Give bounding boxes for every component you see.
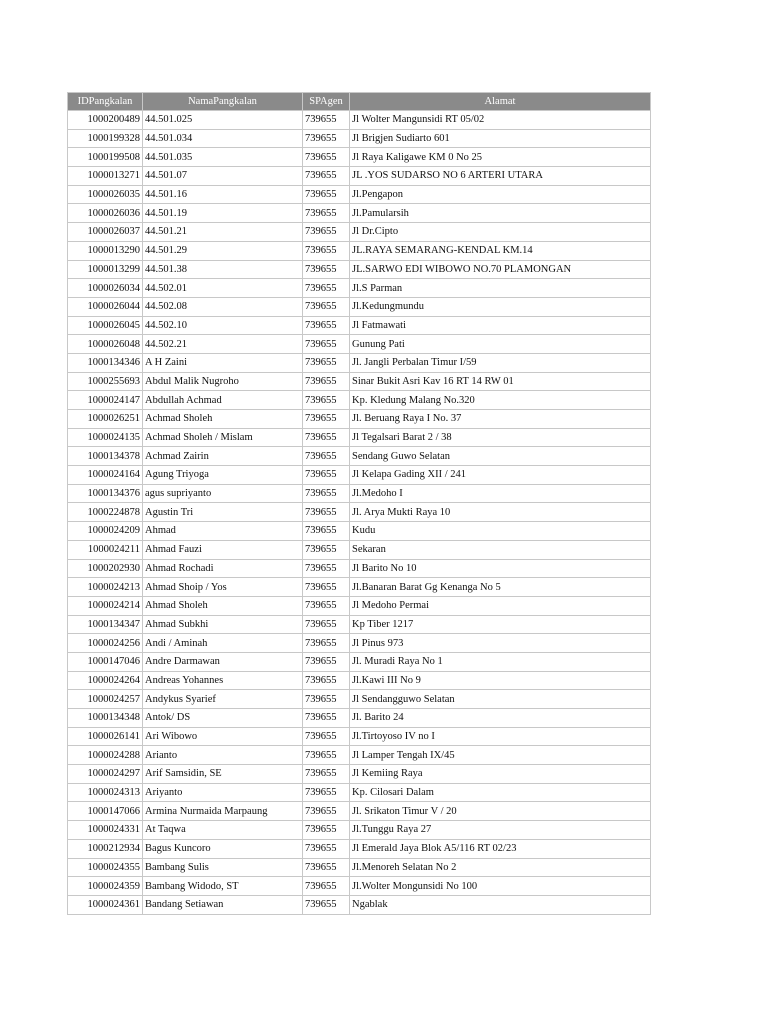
spagen-cell: 739655 [303, 335, 350, 354]
name-cell: Abdullah Achmad [143, 391, 303, 410]
spagen-cell: 739655 [303, 260, 350, 279]
name-cell: 44.501.035 [143, 148, 303, 167]
alamat-cell: Jl Barito No 10 [350, 559, 651, 578]
name-cell: Achmad Sholeh [143, 410, 303, 429]
id-cell: 1000013299 [68, 260, 143, 279]
spagen-cell: 739655 [303, 727, 350, 746]
id-cell: 1000026044 [68, 297, 143, 316]
id-cell: 1000026034 [68, 279, 143, 298]
alamat-cell: Kp. Cilosari Dalam [350, 783, 651, 802]
spagen-cell: 739655 [303, 223, 350, 242]
spagen-cell: 739655 [303, 802, 350, 821]
name-cell: Andreas Yohannes [143, 671, 303, 690]
id-cell: 1000026141 [68, 727, 143, 746]
spagen-cell: 739655 [303, 690, 350, 709]
table-row [68, 466, 651, 485]
id-cell: 1000024164 [68, 466, 143, 485]
table-row [68, 129, 651, 148]
name-cell: Agustin Tri [143, 503, 303, 522]
spagen-cell: 739655 [303, 503, 350, 522]
spagen-cell: 739655 [303, 671, 350, 690]
table-row [68, 260, 651, 279]
id-cell: 1000024355 [68, 858, 143, 877]
alamat-cell: Jl.Tunggu Raya 27 [350, 821, 651, 840]
table-row [68, 821, 651, 840]
table-row [68, 204, 651, 223]
alamat-cell: Jl.Pengapon [350, 185, 651, 204]
header-row [68, 93, 651, 111]
alamat-cell: Jl Pinus 973 [350, 634, 651, 653]
name-cell: 44.501.025 [143, 111, 303, 130]
name-cell: Achmad Zairin [143, 447, 303, 466]
alamat-cell: Jl Medoho Permai [350, 596, 651, 615]
name-cell: Bambang Sulis [143, 858, 303, 877]
spagen-cell: 739655 [303, 111, 350, 130]
name-cell: 44.501.21 [143, 223, 303, 242]
alamat-cell: Jl Tegalsari Barat 2 / 38 [350, 428, 651, 447]
name-cell: Ahmad Sholeh [143, 596, 303, 615]
alamat-cell: Jl Kemiing Raya [350, 765, 651, 784]
alamat-cell: Jl. Jangli Perbalan Timur I/59 [350, 353, 651, 372]
table-row [68, 746, 651, 765]
alamat-cell: Jl Kelapa Gading XII / 241 [350, 466, 651, 485]
spagen-cell: 739655 [303, 447, 350, 466]
table-row [68, 372, 651, 391]
id-cell: 1000199508 [68, 148, 143, 167]
table-row [68, 578, 651, 597]
id-cell: 1000024359 [68, 877, 143, 896]
name-cell: Ahmad Rochadi [143, 559, 303, 578]
spagen-cell: 739655 [303, 858, 350, 877]
name-cell: Ahmad [143, 522, 303, 541]
id-cell: 1000200489 [68, 111, 143, 130]
spagen-cell: 739655 [303, 316, 350, 335]
spagen-cell: 739655 [303, 559, 350, 578]
name-cell: At Taqwa [143, 821, 303, 840]
table-row [68, 765, 651, 784]
id-cell: 1000147046 [68, 652, 143, 671]
pangkalan-table [67, 92, 651, 915]
name-cell: 44.501.07 [143, 167, 303, 186]
table-row [68, 522, 651, 541]
name-cell: Agung Triyoga [143, 466, 303, 485]
spagen-cell: 739655 [303, 297, 350, 316]
table-row [68, 185, 651, 204]
spagen-cell: 739655 [303, 821, 350, 840]
id-cell: 1000026045 [68, 316, 143, 335]
spagen-cell: 739655 [303, 634, 350, 653]
table-row [68, 652, 651, 671]
name-cell: Abdul Malik Nugroho [143, 372, 303, 391]
table-row [68, 447, 651, 466]
table-row [68, 223, 651, 242]
table-row [68, 335, 651, 354]
spagen-cell: 739655 [303, 596, 350, 615]
alamat-cell: Jl.Menoreh Selatan No 2 [350, 858, 651, 877]
spagen-cell: 739655 [303, 540, 350, 559]
name-cell: Arif Samsidin, SE [143, 765, 303, 784]
id-cell: 1000013271 [68, 167, 143, 186]
id-cell: 1000024214 [68, 596, 143, 615]
name-cell: Ahmad Shoip / Yos [143, 578, 303, 597]
id-cell: 1000024264 [68, 671, 143, 690]
id-cell: 1000026035 [68, 185, 143, 204]
id-cell: 1000013290 [68, 241, 143, 260]
table-row [68, 279, 651, 298]
alamat-cell: Jl Fatmawati [350, 316, 651, 335]
spagen-cell: 739655 [303, 372, 350, 391]
spagen-cell: 739655 [303, 522, 350, 541]
table-row [68, 148, 651, 167]
id-cell: 1000024331 [68, 821, 143, 840]
alamat-cell: Kp Tiber 1217 [350, 615, 651, 634]
alamat-cell: Jl. Muradi Raya No 1 [350, 652, 651, 671]
spagen-cell: 739655 [303, 746, 350, 765]
id-cell: 1000199328 [68, 129, 143, 148]
spagen-cell: 739655 [303, 578, 350, 597]
id-cell: 1000024297 [68, 765, 143, 784]
alamat-cell: Jl.Medoho I [350, 484, 651, 503]
name-cell: 44.501.034 [143, 129, 303, 148]
alamat-cell: JL.SARWO EDI WIBOWO NO.70 PLAMONGAN [350, 260, 651, 279]
name-cell: Andre Darmawan [143, 652, 303, 671]
spagen-cell: 739655 [303, 148, 350, 167]
spagen-cell: 739655 [303, 895, 350, 914]
name-cell: 44.501.38 [143, 260, 303, 279]
id-cell: 1000134378 [68, 447, 143, 466]
spagen-cell: 739655 [303, 410, 350, 429]
id-cell: 1000134346 [68, 353, 143, 372]
name-cell: 44.502.01 [143, 279, 303, 298]
name-cell: 44.502.21 [143, 335, 303, 354]
id-cell: 1000024288 [68, 746, 143, 765]
alamat-cell: Sendang Guwo Selatan [350, 447, 651, 466]
spagen-cell: 739655 [303, 129, 350, 148]
alamat-cell: Jl Lamper Tengah IX/45 [350, 746, 651, 765]
alamat-cell: Jl. Beruang Raya I No. 37 [350, 410, 651, 429]
spagen-cell: 739655 [303, 167, 350, 186]
name-cell: 44.502.10 [143, 316, 303, 335]
id-cell: 1000024313 [68, 783, 143, 802]
name-cell: Armina Nurmaida Marpaung [143, 802, 303, 821]
column-header-id: IDPangkalan [68, 93, 143, 111]
alamat-cell: Jl. Srikaton Timur V / 20 [350, 802, 651, 821]
name-cell: Ahmad Fauzi [143, 540, 303, 559]
alamat-cell: Jl.Kedungmundu [350, 297, 651, 316]
table-row [68, 410, 651, 429]
alamat-cell: JL .YOS SUDARSO NO 6 ARTERI UTARA [350, 167, 651, 186]
spagen-cell: 739655 [303, 466, 350, 485]
id-cell: 1000024135 [68, 428, 143, 447]
spagen-cell: 739655 [303, 839, 350, 858]
table-row [68, 391, 651, 410]
table-row [68, 428, 651, 447]
alamat-cell: Jl. Arya Mukti Raya 10 [350, 503, 651, 522]
table-row [68, 802, 651, 821]
id-cell: 1000024361 [68, 895, 143, 914]
alamat-cell: Jl Emerald Jaya Blok A5/116 RT 02/23 [350, 839, 651, 858]
alamat-cell: Jl Sendangguwo Selatan [350, 690, 651, 709]
name-cell: Ari Wibowo [143, 727, 303, 746]
name-cell: agus supriyanto [143, 484, 303, 503]
name-cell: Bambang Widodo, ST [143, 877, 303, 896]
spagen-cell: 739655 [303, 877, 350, 896]
table-row [68, 167, 651, 186]
alamat-cell: Sinar Bukit Asri Kav 16 RT 14 RW 01 [350, 372, 651, 391]
alamat-cell: Jl.Banaran Barat Gg Kenanga No 5 [350, 578, 651, 597]
alamat-cell: Kudu [350, 522, 651, 541]
table-row [68, 690, 651, 709]
spagen-cell: 739655 [303, 783, 350, 802]
alamat-cell: Jl Brigjen Sudiarto 601 [350, 129, 651, 148]
table-row [68, 503, 651, 522]
name-cell: Arianto [143, 746, 303, 765]
spagen-cell: 739655 [303, 279, 350, 298]
id-cell: 1000134348 [68, 709, 143, 728]
spagen-cell: 739655 [303, 391, 350, 410]
name-cell: Achmad Sholeh / Mislam [143, 428, 303, 447]
name-cell: 44.502.08 [143, 297, 303, 316]
spagen-cell: 739655 [303, 353, 350, 372]
alamat-cell: Ngablak [350, 895, 651, 914]
alamat-cell: Kp. Kledung Malang No.320 [350, 391, 651, 410]
alamat-cell: Jl.Wolter Mongunsidi No 100 [350, 877, 651, 896]
spagen-cell: 739655 [303, 652, 350, 671]
spagen-cell: 739655 [303, 185, 350, 204]
alamat-cell: Jl.Pamularsih [350, 204, 651, 223]
table-row [68, 839, 651, 858]
id-cell: 1000224878 [68, 503, 143, 522]
table-row [68, 111, 651, 130]
table-row [68, 484, 651, 503]
alamat-cell: Jl.Kawi III No 9 [350, 671, 651, 690]
name-cell: 44.501.29 [143, 241, 303, 260]
id-cell: 1000026251 [68, 410, 143, 429]
id-cell: 1000024211 [68, 540, 143, 559]
name-cell: Ahmad Subkhi [143, 615, 303, 634]
id-cell: 1000024147 [68, 391, 143, 410]
table-row [68, 297, 651, 316]
spagen-cell: 739655 [303, 484, 350, 503]
table-row [68, 895, 651, 914]
alamat-cell: Gunung Pati [350, 335, 651, 354]
id-cell: 1000134347 [68, 615, 143, 634]
name-cell: Ariyanto [143, 783, 303, 802]
name-cell: 44.501.19 [143, 204, 303, 223]
spagen-cell: 739655 [303, 709, 350, 728]
table-row [68, 634, 651, 653]
id-cell: 1000212934 [68, 839, 143, 858]
name-cell: Andykus Syarief [143, 690, 303, 709]
spagen-cell: 739655 [303, 428, 350, 447]
table-row [68, 877, 651, 896]
id-cell: 1000026037 [68, 223, 143, 242]
id-cell: 1000024213 [68, 578, 143, 597]
name-cell: Antok/ DS [143, 709, 303, 728]
id-cell: 1000026036 [68, 204, 143, 223]
table-row [68, 671, 651, 690]
name-cell: A H Zaini [143, 353, 303, 372]
spagen-cell: 739655 [303, 241, 350, 260]
alamat-cell: JL.RAYA SEMARANG-KENDAL KM.14 [350, 241, 651, 260]
id-cell: 1000255693 [68, 372, 143, 391]
id-cell: 1000202930 [68, 559, 143, 578]
alamat-cell: Sekaran [350, 540, 651, 559]
alamat-cell: Jl.Tirtoyoso IV no I [350, 727, 651, 746]
name-cell: 44.501.16 [143, 185, 303, 204]
alamat-cell: Jl. Barito 24 [350, 709, 651, 728]
column-header-name: NamaPangkalan [143, 93, 303, 111]
table-row [68, 709, 651, 728]
table-row [68, 540, 651, 559]
id-cell: 1000147066 [68, 802, 143, 821]
name-cell: Bandang Setiawan [143, 895, 303, 914]
alamat-cell: Jl Raya Kaligawe KM 0 No 25 [350, 148, 651, 167]
table-row [68, 353, 651, 372]
column-header-spagen: SPAgen [303, 93, 350, 111]
column-header-alamat: Alamat [350, 93, 651, 111]
id-cell: 1000024209 [68, 522, 143, 541]
spagen-cell: 739655 [303, 765, 350, 784]
table-row [68, 241, 651, 260]
name-cell: Andi / Aminah [143, 634, 303, 653]
alamat-cell: Jl Wolter Mangunsidi RT 05/02 [350, 111, 651, 130]
name-cell: Bagus Kuncoro [143, 839, 303, 858]
table-row [68, 727, 651, 746]
id-cell: 1000024256 [68, 634, 143, 653]
table-row [68, 316, 651, 335]
table-row [68, 559, 651, 578]
table-row [68, 596, 651, 615]
alamat-cell: Jl.S Parman [350, 279, 651, 298]
id-cell: 1000134376 [68, 484, 143, 503]
alamat-cell: Jl Dr.Cipto [350, 223, 651, 242]
id-cell: 1000024257 [68, 690, 143, 709]
table-row [68, 615, 651, 634]
table-row [68, 858, 651, 877]
table-row [68, 783, 651, 802]
spagen-cell: 739655 [303, 615, 350, 634]
id-cell: 1000026048 [68, 335, 143, 354]
spagen-cell: 739655 [303, 204, 350, 223]
